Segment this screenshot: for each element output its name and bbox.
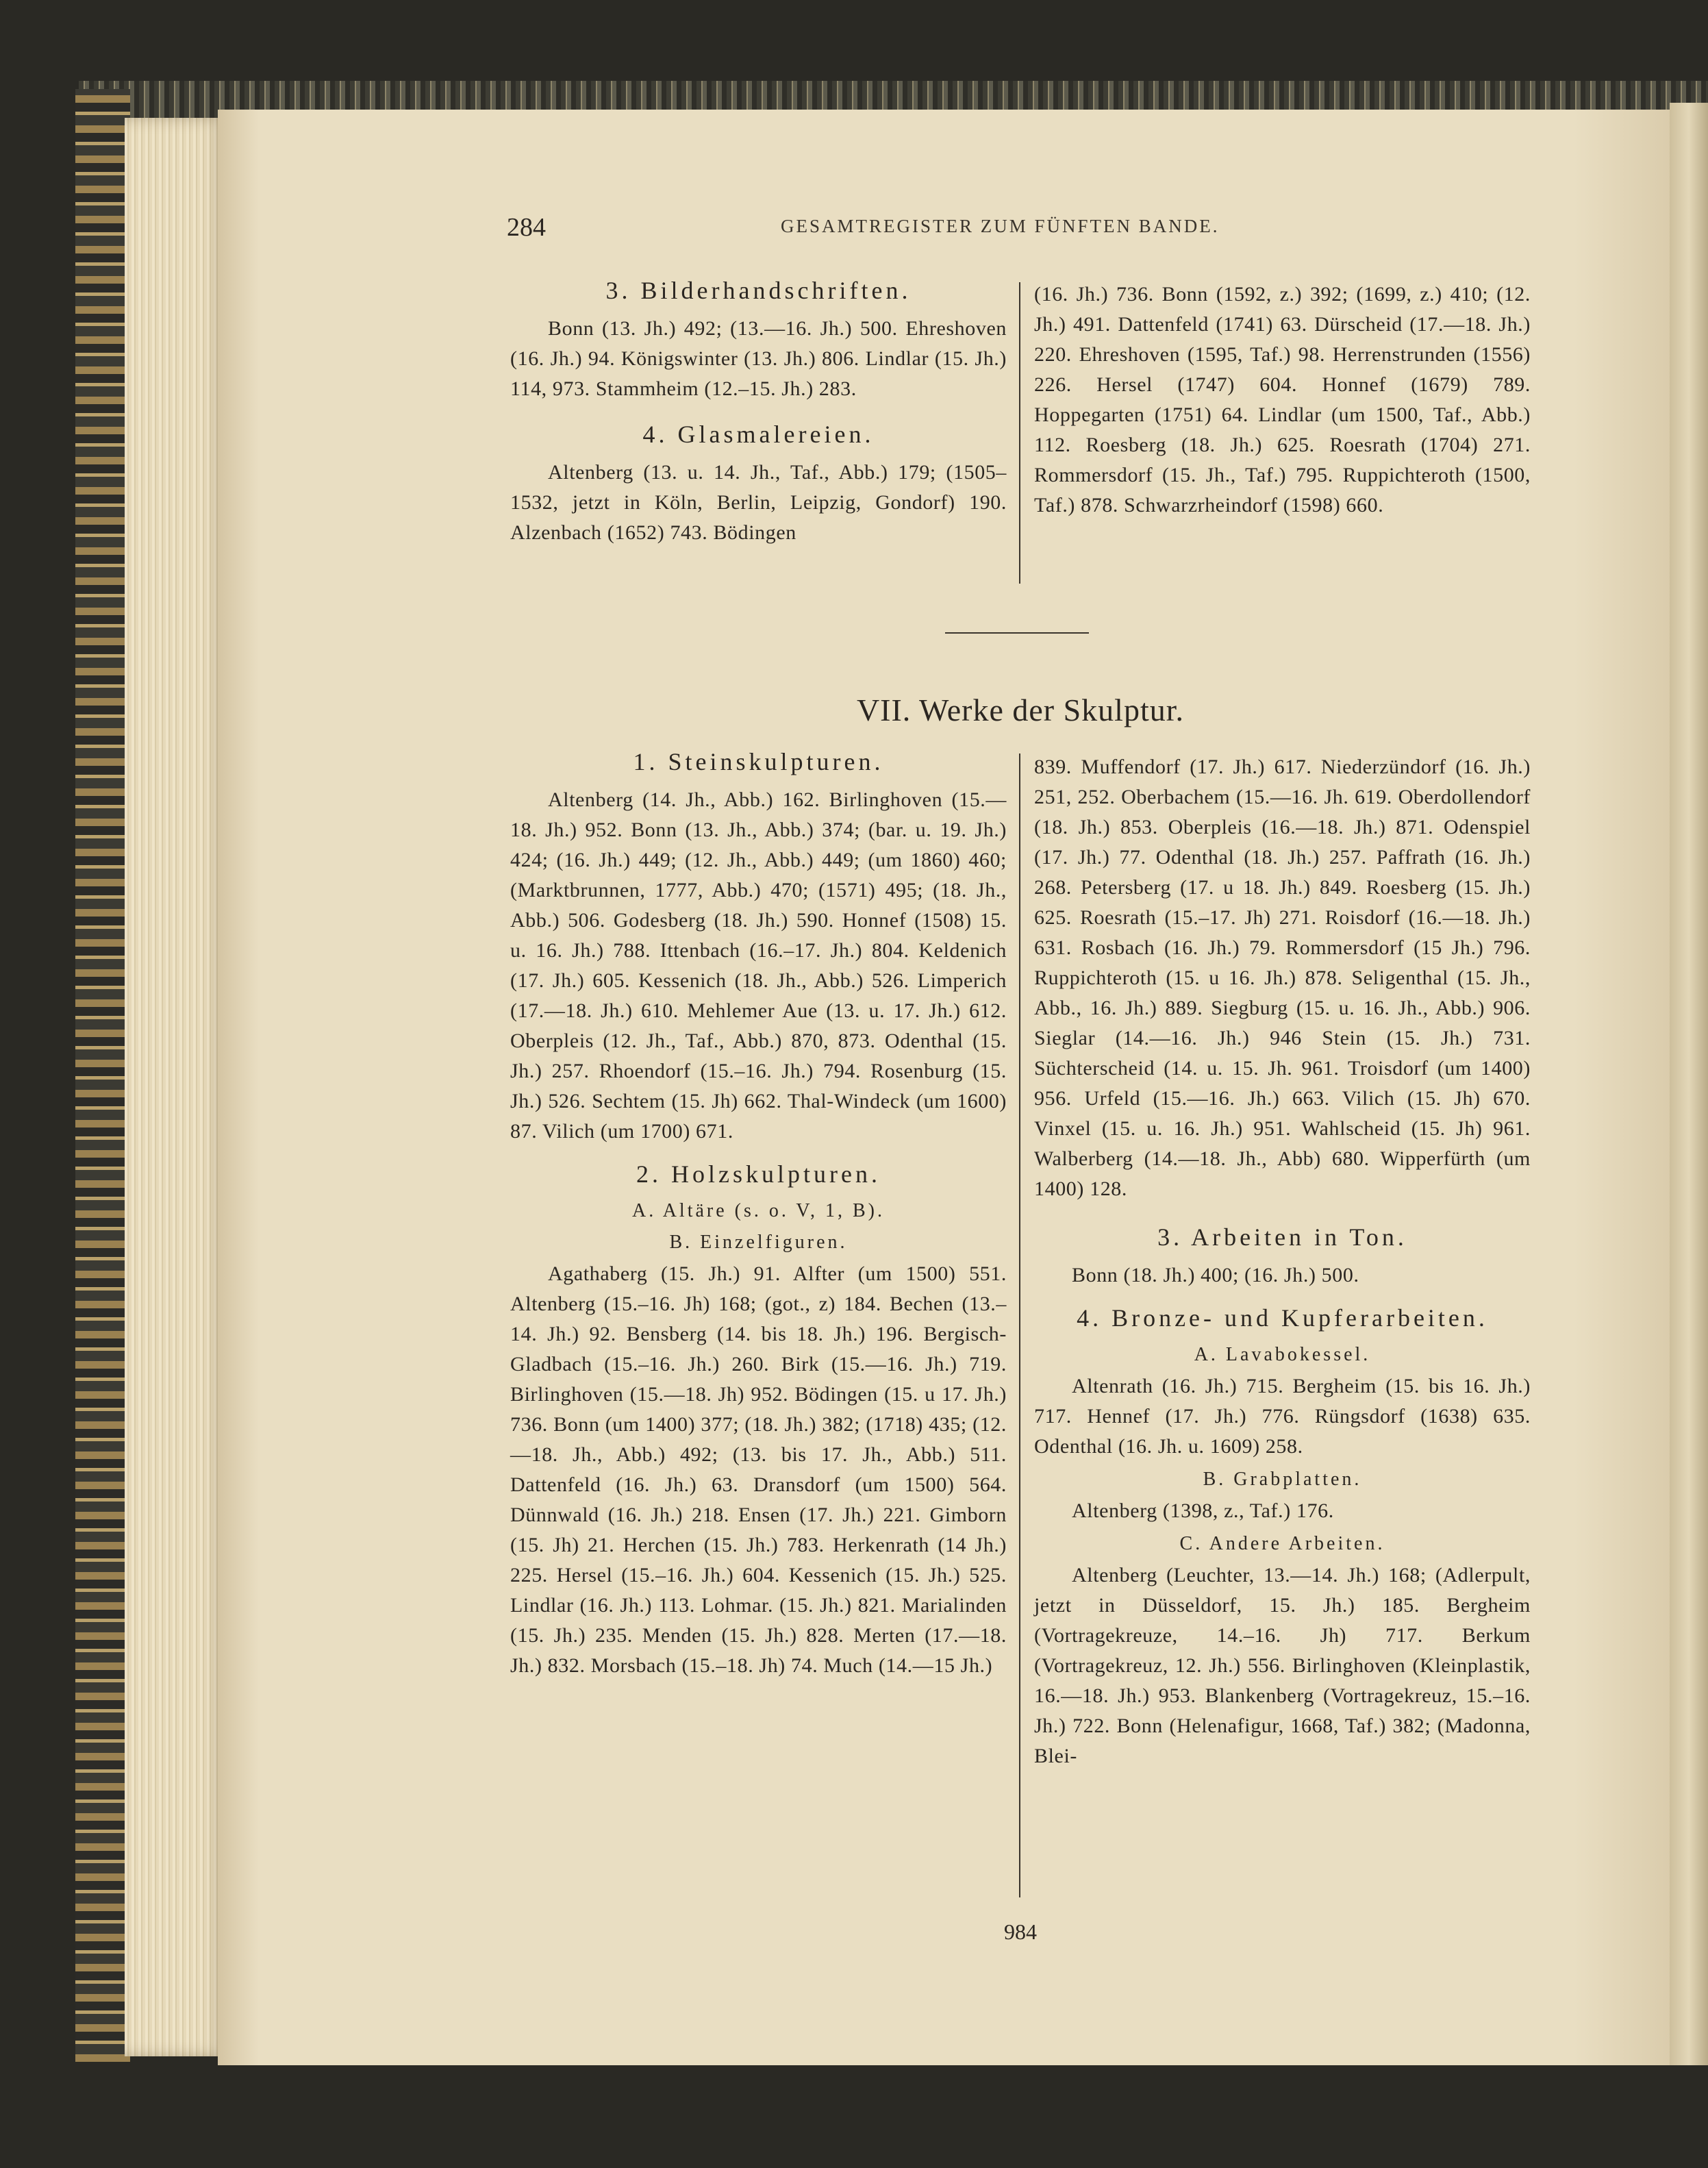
- lower-right-column: [1034, 752, 1531, 1771]
- subheading-altaere: A. Altäre (s. o. V, 1, B).: [632, 1200, 885, 1221]
- upper-left-column: [510, 275, 1007, 548]
- lower-column-divider: [1019, 753, 1020, 1897]
- section-heading-bronze-kupfer: 4. Bronze- und Kupferarbeiten.: [1077, 1304, 1488, 1332]
- page-stack-edges: [125, 118, 227, 2056]
- upper-right-column: [1034, 279, 1531, 521]
- book-cover-spine-edge: [75, 89, 130, 2062]
- page-number: 284: [507, 213, 546, 242]
- subheading-einzelfiguren: B. Einzelfiguren.: [669, 1232, 848, 1253]
- subheading-grabplatten: B. Grabplatten.: [1203, 1469, 1362, 1490]
- subheading-andere-arbeiten: C. Andere Arbeiten.: [1179, 1533, 1385, 1554]
- sheet-number: 984: [1004, 1919, 1037, 1944]
- running-title: GESAMTREGISTER ZUM FÜNFTEN BANDE.: [781, 216, 1220, 236]
- index-entry-glasmalereien: Altenberg (13. u. 14. Jh., Taf., Abb.) 179; (1505–1532, jetzt in Köln, Berlin, Leipzig, Gondorf) 190. Alzenbach (1652) 743. Bödingen: [510, 461, 1007, 544]
- section-heading-steinskulpturen: 1. Steinskulpturen.: [633, 748, 884, 775]
- index-entry-glasmalereien-continued: (16. Jh.) 736. Bonn (1592, z.) 392; (1699, z.) 410; (12. Jh.) 491. Dattenfeld (1741) 63. Dürscheid (17.—18. Jh.) 220. Ehreshoven (1595, Taf.) 98. Herrenstrunden (1556) 226. Hersel (1747) 604. Honnef (1679) 789. Hoppegarten (1751) 64. Lindlar (um 1500, Taf., Abb.) 112. Roesberg (18. Jh.) 625. Roesrath (1704) 271. Rommersdorf (15. Jh., Taf.) 795. Ruppichteroth (1500, Taf.) 878. Schwarzrheindorf (1598) 660.: [1034, 283, 1531, 516]
- index-entry-steinskulpturen: Altenberg (14. Jh., Abb.) 162. Birlinghoven (15.—18. Jh.) 952. Bonn (13. Jh., Abb.) 374; (bar. u. 19. Jh.) 424; (16. Jh.) 449; (12. Jh., Abb.) 449; (um 1860) 460; (Marktbrunnen, 1777, Abb.) 470; (1571) 495; (18. Jh., Abb.) 506. Godesberg (18. Jh.) 590. Honnef (1508) 15. u. 16. Jh.) 788. Ittenbach (16.–17. Jh.) 804. Keldenich (17. Jh.) 605. Kessenich (18. Jh., Abb.) 526. Limperich (17.—18. Jh.) 610. Mehlemer Aue (13. u. 17. Jh.) 612. Oberpleis (12. Jh., Taf., Abb.) 870, 873. Odenthal (15. Jh.) 257. Rhoendorf (15.–16. Jh.) 794. Rosenburg (15. Jh.) 526. Sechtem (15. Jh) 662. Thal-Windeck (um 1600) 87. Vilich (um 1700) 671.: [510, 788, 1007, 1143]
- section-divider-rule: [945, 632, 1089, 634]
- section-heading-arbeiten-in-ton: 3. Arbeiten in Ton.: [1157, 1223, 1407, 1251]
- section-heading-holzskulpturen: 2. Holzskulpturen.: [636, 1160, 881, 1188]
- index-entry-bilderhandschriften: Bonn (13. Jh.) 492; (13.—16. Jh.) 500. Ehreshoven (16. Jh.) 94. Königswinter (13. Jh.) 806. Lindlar (15. Jh.) 114, 973. Stammheim (12.–15. Jh.) 283.: [510, 317, 1007, 400]
- upper-column-divider: [1019, 282, 1020, 584]
- lower-left-column: [510, 747, 1007, 1681]
- facing-page-edge: [1670, 103, 1708, 2065]
- running-header: [507, 212, 1260, 240]
- section-heading-glasmalereien: 4. Glasmalereien.: [642, 421, 875, 448]
- index-entry-lavabokessel: Altenrath (16. Jh.) 715. Bergheim (15. bis 16. Jh.) 717. Hennef (17. Jh.) 776. Rüngsdorf (1638) 635. Odenthal (16. Jh. u. 1609) 258.: [1034, 1375, 1531, 1458]
- index-entry-andere-arbeiten: Altenberg (Leuchter, 13.—14. Jh.) 168; (Adlerpult, jetzt in Düsseldorf, 15. Jh.) 185. Bergheim (Vortragekreuze, 14.–16. Jh) 717. Berkum (Vortragekreuz, 12. Jh.) 556. Birlinghoven (Kleinplastik, 16.—18. Jh.) 953. Blankenberg (Vortragekreuz, 15.–16. Jh.) 722. Bonn (Helenafigur, 1668, Taf.) 382; (Madonna, Blei-: [1034, 1564, 1531, 1767]
- index-entry-einzelfiguren-continued: 839. Muffendorf (17. Jh.) 617. Niederzündorf (16. Jh.) 251, 252. Oberbachem (15.—16. Jh. 619. Oberdollendorf (18. Jh.) 853. Oberpleis (16.—18. Jh.) 871. Odenspiel (17. Jh.) 77. Odenthal (18. Jh.) 257. Paffrath (16. Jh.) 268. Petersberg (17. u 18. Jh.) 849. Roesberg (15. Jh.) 625. Roesrath (15.–17. Jh) 271. Roisdorf (16.—18. Jh.) 631. Rosbach (16. Jh.) 79. Rommersdorf (15 Jh.) 796. Ruppichteroth (15. u 16. Jh.) 878. Seligenthal (15. Jh., Abb., 16. Jh.) 889. Siegburg (15. u. 16. Jh., Abb.) 906. Sieglar (14.—16. Jh.) 946 Stein (15. Jh.) 731. Süchterscheid (14. u. 15. Jh. 961. Troisdorf (um 1400) 956. Urfeld (15.—16. Jh.) 663. Vilich (15. Jh) 670. Vinxel (15. u. 16. Jh.) 951. Wahlscheid (15. Jh) 961. Walberberg (14.—18. Jh., Abb) 680. Wipperfürth (um 1400) 128.: [1034, 756, 1531, 1200]
- index-entry-einzelfiguren: Agathaberg (15. Jh.) 91. Alfter (um 1500) 551. Altenberg (15.–16. Jh) 168; (got., z) 184. Bechen (13.–14. Jh.) 92. Bensberg (14. bis 18. Jh.) 196. Bergisch-Gladbach (15.–16. Jh.) 260. Birk (15.—16. Jh.) 719. Birlinghoven (15.—18. Jh) 952. Bödingen (15. u 17. Jh.) 736. Bonn (um 1400) 377; (18. Jh.) 382; (1718) 435; (12.—18. Jh., Abb.) 492; (13. bis 17. Jh., Abb.) 511. Dattenfeld (16. Jh.) 63. Dransdorf (um 1500) 564. Dünnwald (16. Jh.) 218. Ensen (17. Jh.) 221. Gimborn (15. Jh) 21. Herchen (15. Jh.) 783. Herkenrath (14 Jh.) 225. Hersel (15.–16. Jh.) 604. Kessenich (15. Jh.) 525. Lindlar (16. Jh.) 113. Lohmar. (15. Jh.) 821. Marialinden (15. Jh.) 235. Menden (15. Jh.) 828. Merten (17.—18. Jh.) 832. Morsbach (15.–18. Jh) 74. Much (14.—15 Jh.): [510, 1262, 1007, 1677]
- index-entry-arbeiten-in-ton: Bonn (18. Jh.) 400; (16. Jh.) 500.: [1072, 1264, 1359, 1286]
- section-heading-bilderhandschriften: 3. Bilderhandschriften.: [605, 277, 912, 304]
- subheading-lavabokessel: A. Lavabokessel.: [1194, 1344, 1371, 1365]
- index-entry-grabplatten: Altenberg (1398, z., Taf.) 176.: [1072, 1499, 1334, 1522]
- chapter-title: VII. Werke der Skulptur.: [856, 693, 1185, 727]
